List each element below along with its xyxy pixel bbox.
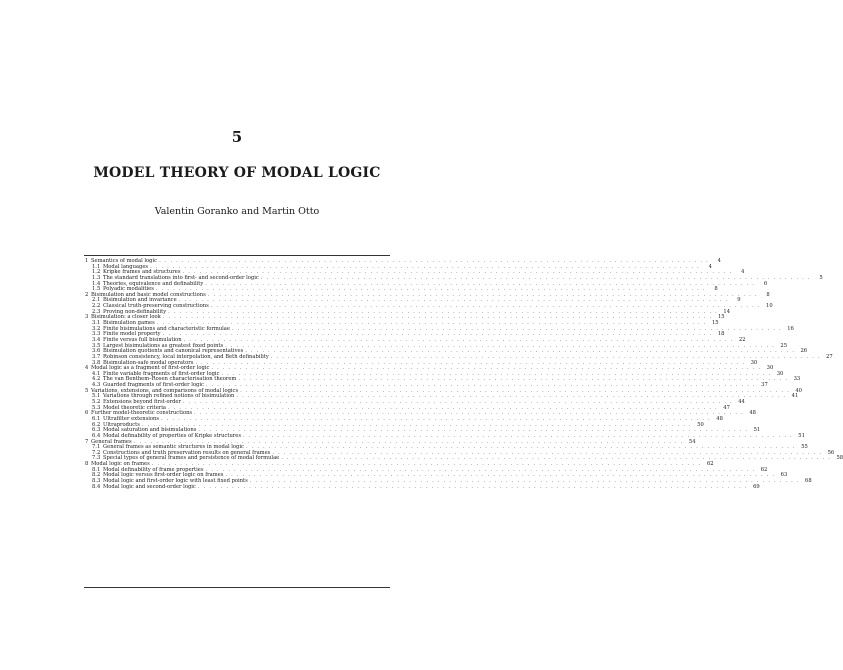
toc-entry-page: 63 <box>780 472 788 479</box>
toc-entry-number: 5.2 <box>92 399 101 406</box>
toc-entry-page: 16 <box>787 325 794 332</box>
toc-entry-number: 3.3 <box>92 331 101 338</box>
toc-entry-title: Modal saturation and bisimulations <box>103 427 197 434</box>
toc-entry-page: 48 <box>716 415 723 422</box>
toc-entry-title: Theories, equivalence and definability <box>103 280 204 287</box>
chapter-authors: Valentin Goranko and Martin Otto <box>154 206 320 217</box>
toc-entry-number: 5 <box>85 387 89 394</box>
toc-entry-title: Ultrafilter extensions <box>103 415 160 422</box>
toc-entry-number: 8.3 <box>92 477 101 484</box>
toc-entry-number: 7.3 <box>92 455 101 462</box>
toc-entry-number: 4 <box>85 365 89 372</box>
toc-entry-title: Ultraproducts <box>103 421 140 428</box>
toc-entry-page: 8 <box>714 286 718 293</box>
toc-entry-page: 14 <box>723 308 731 315</box>
toc-entry-title: Modal logic as a fragment of first-order logic <box>91 365 210 372</box>
toc-entry-title: General frames <box>91 438 132 445</box>
toc-entry-title: Bisimulation and basic model constructions <box>91 291 206 298</box>
toc-entry-page: 10 <box>766 303 773 310</box>
toc-entry-number: 8.4 <box>92 483 101 490</box>
toc-entry-title: Model theoretic criteria <box>103 404 167 411</box>
toc-entry <box>85 483 760 491</box>
toc-entry-page: 62 <box>760 466 768 473</box>
toc-entry-number: 6.4 <box>92 432 101 439</box>
toc-entry-page: 4 <box>717 258 721 264</box>
toc-entry-title: Modal definability of frame properties <box>103 466 204 473</box>
toc-entry-number: 4.2 <box>92 376 101 383</box>
toc-entry-number: 4.1 <box>92 370 101 377</box>
toc-entry-page: 51 <box>798 432 805 439</box>
toc-entry-number: 1.1 <box>92 263 101 270</box>
toc-entry-page: 55 <box>801 444 808 451</box>
toc-entry-page: 54 <box>688 438 696 445</box>
toc-entry-number: 3.4 <box>92 336 101 343</box>
toc-entry-page: 15 <box>718 314 725 321</box>
chapter-title: MODEL THEORY OF MODAL LOGIC <box>93 165 381 181</box>
toc-entry-title: Bisimulation: a closer look <box>91 314 161 321</box>
toc-entry-number: 3 <box>85 314 89 321</box>
toc-entry-page: 56 <box>827 449 835 456</box>
toc-entry-title: Polyadic modalities <box>103 286 154 293</box>
toc-entry-title: Bisimulation games <box>103 320 155 327</box>
toc-entry-page: 33 <box>793 376 801 383</box>
toc-entry-page: 4 <box>708 263 712 270</box>
toc-entry-number: 2.1 <box>92 297 101 304</box>
toc-entry-title: Modal languages <box>103 263 149 270</box>
toc-entry-page: 48 <box>749 410 756 417</box>
toc-entry-page: 9 <box>737 297 741 304</box>
toc-entry-page: 30 <box>776 370 784 377</box>
toc-entry-page: 50 <box>697 421 704 428</box>
toc-entry-number: 1.5 <box>92 286 101 293</box>
toc-entry-title: Finite versus full bisimulation <box>103 336 182 343</box>
toc-entry-page: 8 <box>766 291 770 298</box>
toc-entry-page: 37 <box>761 382 768 389</box>
toc-entry-number: 3.6 <box>92 348 101 355</box>
toc-entry-page: 58 <box>836 455 843 462</box>
toc-entry-title: Modal logic versus first-order logic on frames <box>103 472 224 479</box>
toc-entry-number: 6.1 <box>92 415 101 422</box>
toc-entry-page: 18 <box>717 331 725 338</box>
toc-entry-page: 68 <box>805 477 812 484</box>
toc-entry-title: Semantics of modal logic <box>91 258 158 264</box>
toc-entry-title: The van Benthem–Rosen characterisation theorem <box>103 376 237 383</box>
toc-entry-page: 5 <box>819 274 823 281</box>
toc-entry-title: Bisimulation and invariance <box>103 297 177 304</box>
toc-entry-number: 1.2 <box>92 269 101 276</box>
toc-entry-number: 3.2 <box>92 325 101 332</box>
toc-entry-number: 7.1 <box>92 444 101 451</box>
toc-entry-title: Modal definability of properties of Kripke structures <box>103 432 242 439</box>
toc-entry-page: 47 <box>723 404 730 411</box>
toc-entry-number: 8.2 <box>92 472 101 479</box>
toc-entry-page: 27 <box>826 353 833 360</box>
toc-entry-title: Constructions and truth preservation results on general frames <box>103 449 271 456</box>
toc-entry-page: 6 <box>763 280 768 287</box>
toc-entry-title: Kripke frames and structures <box>103 269 181 276</box>
toc-entry-title: Largest bisimulations as greatest fixed points <box>103 342 224 349</box>
toc-entry-title: Finite bisimulations and characteristic formulae <box>103 325 230 332</box>
toc-entry-number: 1.3 <box>92 274 101 281</box>
toc-entry-page: 15 <box>711 320 719 327</box>
toc-entry-title: Extensions beyond first-order <box>103 399 181 406</box>
toc-entry-page: 4 <box>741 269 745 276</box>
toc-entry-number: 3.8 <box>92 359 101 366</box>
toc-entry-page: 62 <box>706 461 714 468</box>
toc-entry-page: 30 <box>766 365 774 372</box>
toc-entry-number: 2.3 <box>92 308 101 315</box>
toc-entry-number: 2.2 <box>92 303 101 310</box>
toc-entry-title: Special types of general frames and persistence of modal formulae <box>103 455 280 462</box>
toc-entry-number: 7.2 <box>92 449 101 456</box>
toc-entry-title: Finite variable fragments of first-order logic <box>103 370 220 377</box>
toc-entry-number: 8.1 <box>92 466 101 473</box>
toc-entry-page: 26 <box>800 348 808 355</box>
toc-entry-title: Bisimulation-safe modal operators <box>103 359 194 366</box>
toc-entry-leader <box>198 485 748 491</box>
chapter-number: 5 <box>231 128 243 146</box>
toc-entry-title: General frames as semantic structures in modal logic <box>103 444 244 451</box>
toc-entry-page: 30 <box>750 359 758 366</box>
toc-entry-number: 7 <box>85 438 89 445</box>
toc-entry-number: 3.7 <box>92 353 101 360</box>
toc-bottom-rule <box>84 587 390 588</box>
toc-entry-number: 1.4 <box>92 280 101 287</box>
toc-entry-page: 51 <box>753 427 761 434</box>
toc-entry-title: Variations, extensions, and comparisons of modal logics <box>91 387 239 394</box>
toc-entry-title: The standard translations into first- and second-order logic <box>103 274 259 281</box>
toc-entry-number: 3.5 <box>92 342 101 349</box>
toc-entry-title: Guarded fragments of first-order logic <box>103 382 204 389</box>
toc-entry-title: Modal logic on frames <box>91 461 150 468</box>
toc-entry-number: 2 <box>85 291 89 298</box>
toc-entry-page: 69 <box>753 483 760 490</box>
toc-entry-number: 3.1 <box>92 320 101 327</box>
table-of-contents <box>85 258 843 490</box>
toc-entry-number: 5.1 <box>92 393 101 400</box>
toc-top-rule <box>84 255 390 256</box>
toc-entry-page: 22 <box>738 336 746 343</box>
toc-entry-page: 40 <box>795 387 802 394</box>
toc-entry-number: 4.3 <box>92 382 101 389</box>
toc-entry-title: Classical truth-preserving constructions <box>103 303 209 310</box>
toc-entry-number: 8 <box>85 461 89 468</box>
toc-entry-number: 5.3 <box>92 404 101 411</box>
toc-entry-title: Finite model property <box>103 331 161 338</box>
toc-entry-number: 6.2 <box>92 421 101 428</box>
toc-entry-page: 41 <box>791 393 799 400</box>
toc-entry-title: Bisimulation quotients and canonical representatives <box>103 348 244 355</box>
toc-entry-number: 1 <box>85 258 89 264</box>
toc-entry-title: Modal logic and second-order logic <box>103 483 196 490</box>
toc-entry-title: Further model-theoretic constructions <box>91 410 193 417</box>
toc-entry-number: 6 <box>85 410 89 417</box>
toc-entry-page: 44 <box>738 399 745 406</box>
toc-entry-page: 25 <box>780 342 788 349</box>
toc-entry-title: Robinson consistency, local interpolation, and Beth definability <box>103 353 269 360</box>
toc-entry-title: Modal logic and first-order logic with least fixed points <box>103 477 248 484</box>
toc-entry-title: Variations through refined notions of bisimulation <box>103 393 235 400</box>
toc-entry-title: Proving non-definability <box>103 308 167 315</box>
toc-entry-number: 6.3 <box>92 427 101 434</box>
